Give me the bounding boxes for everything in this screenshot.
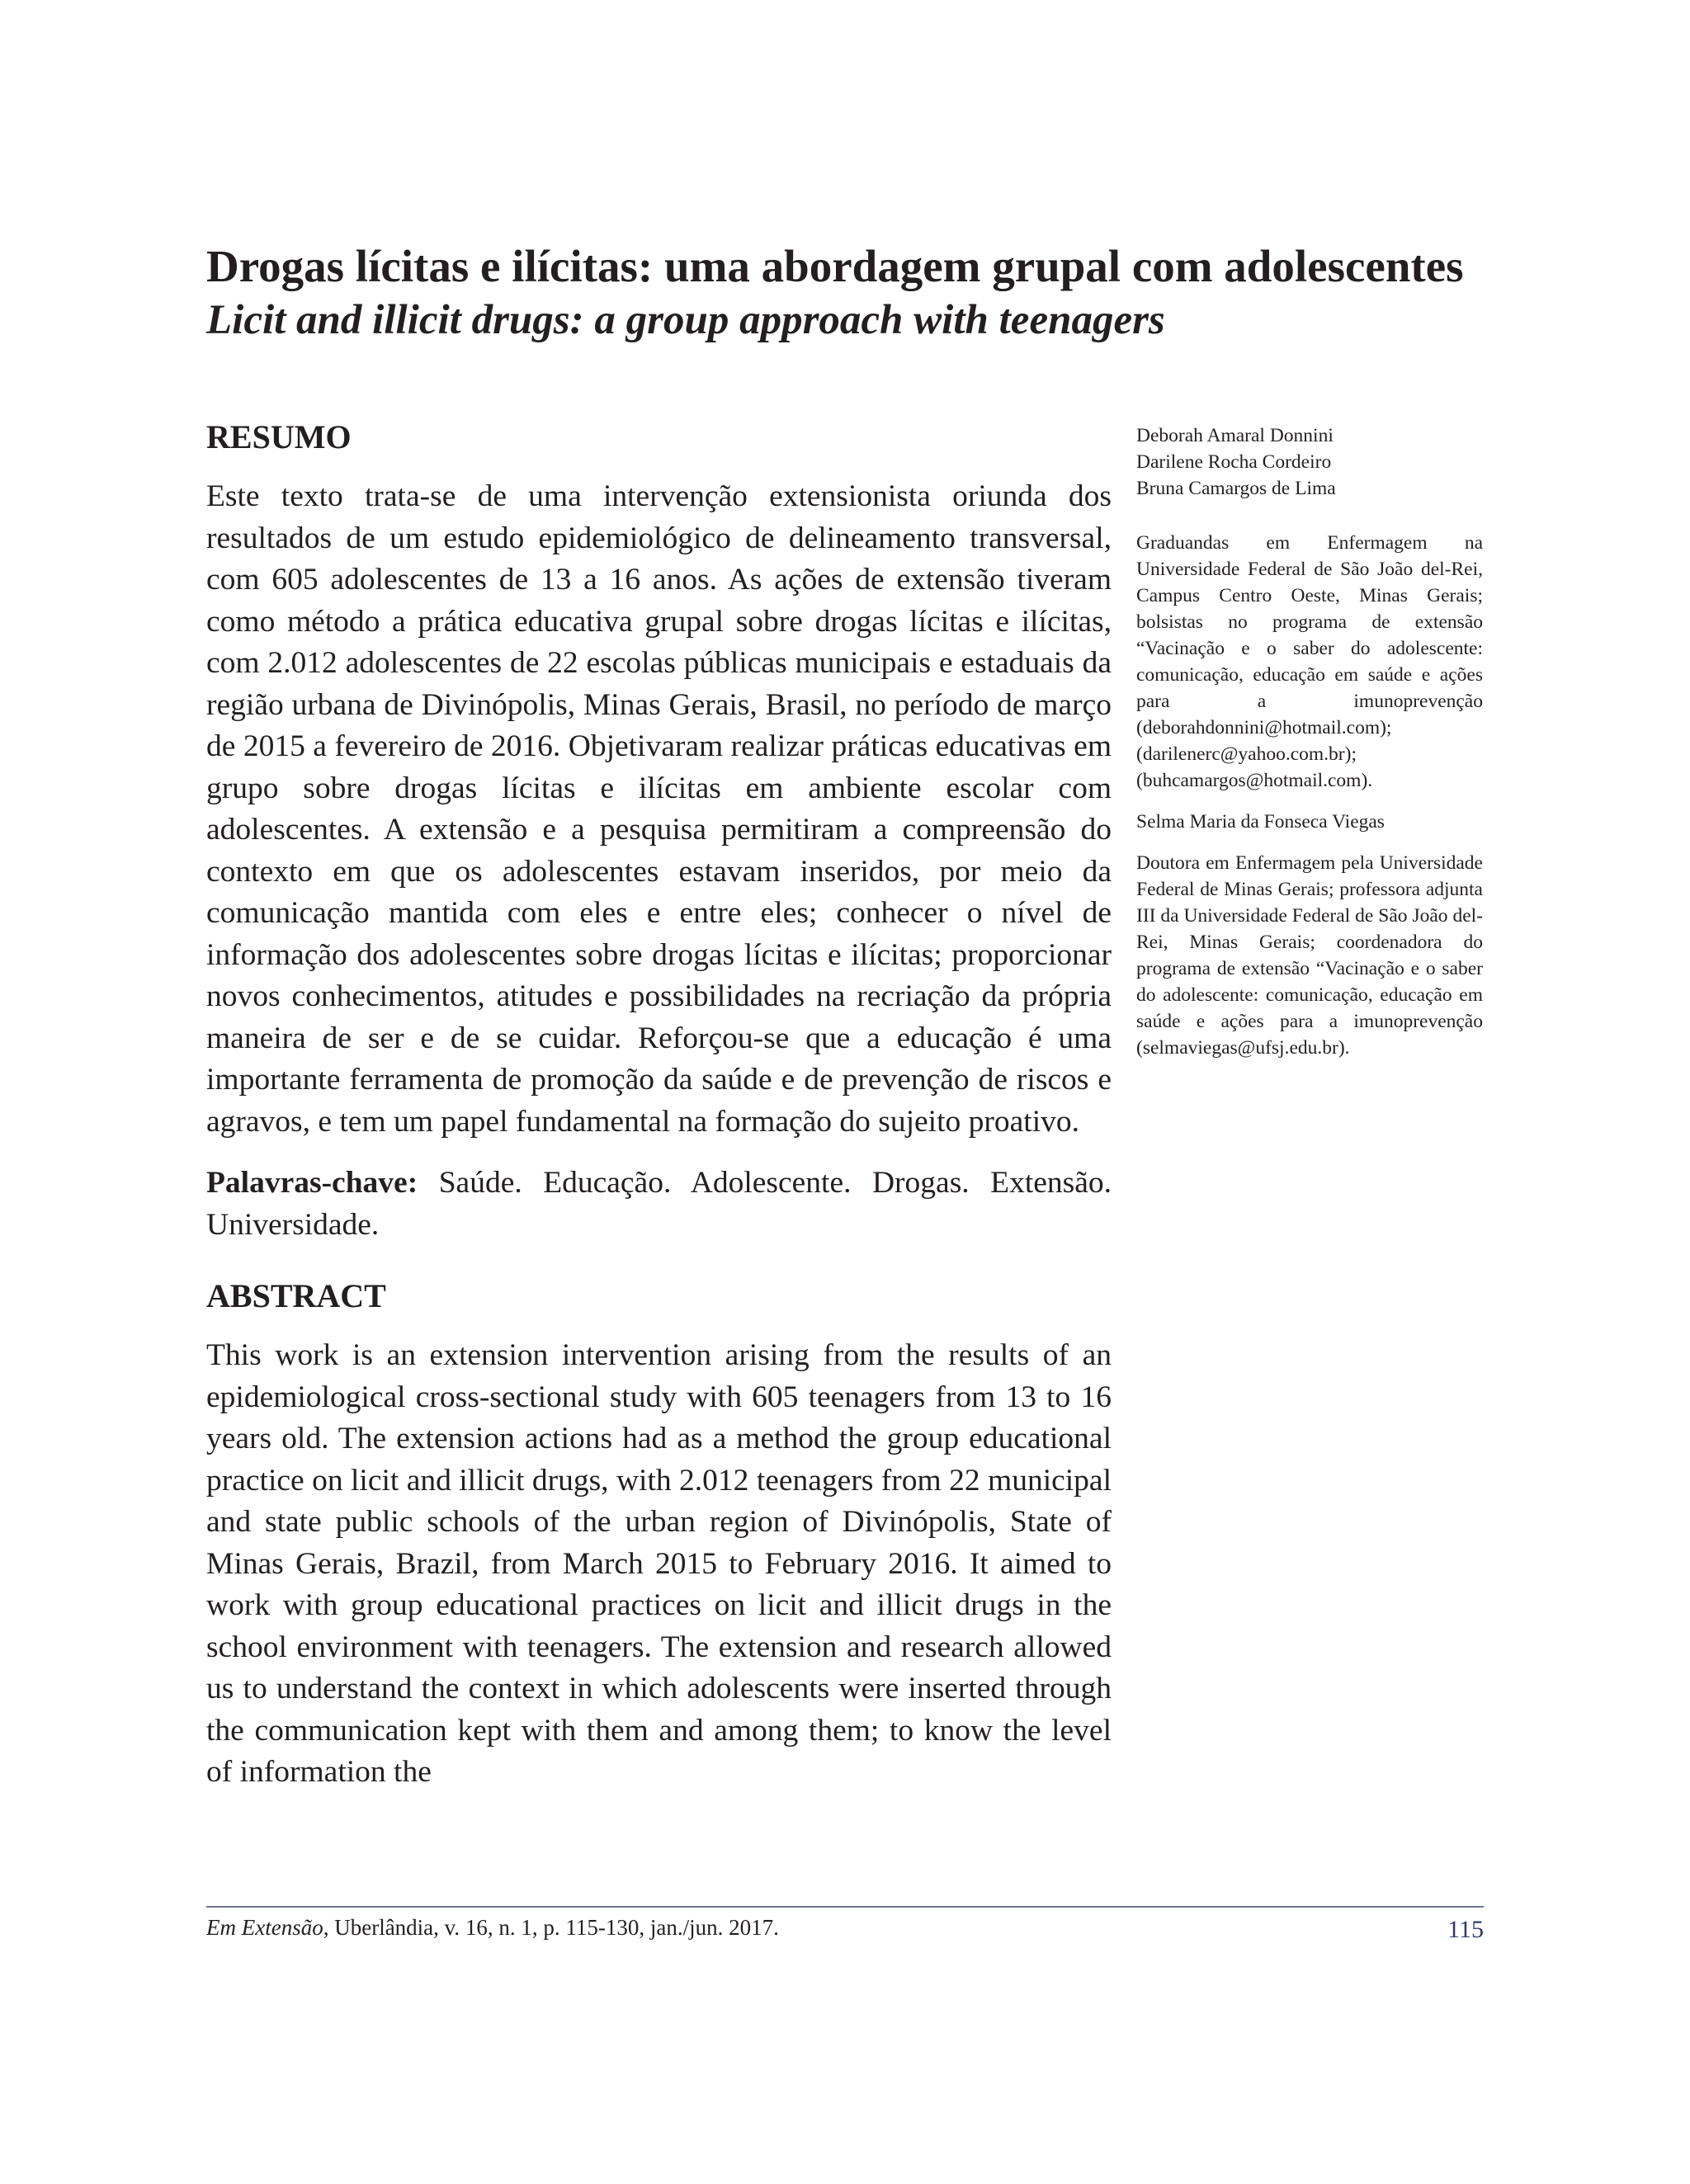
resumo-text: Este texto trata-se de uma intervenção extensionista oriunda dos resultados de um estudo epidemiológico de delineamento transversal, com 605 adolescentes de 13 a 16 anos. As ações de extensão tiveram como método a prática educativa grupal sobre drogas lícitas e ilícitas, com 2.012 adolescentes de 22 escolas públicas municipais e estaduais da região urbana de Divinópolis, Minas Gerais, Brasil, no período de março de 2015 a fevereiro de 2016. Objetivaram realizar práticas educativas em grupo sobre drogas lícitas e ilícitas em ambiente escolar com adolescentes. A extensão e a pesquisa permitiram a compreensão do contexto em que os adolescentes estavam inseridos, por meio da comunicação mantida com eles e entre eles; conhecer o nível de informação dos adolescentes sobre drogas lícitas e ilícitas; proporcionar novos conhecimentos, atitudes e possibilidades na recriação da própria maneira de ser e de se cuidar. Reforçou-se que a educação é uma importante ferramenta de promoção da saúde e de prevenção de riscos e agravos, e tem um papel fundamental na formação do sujeito proativo. <box>206 479 1112 1139</box>
keywords <box>206 1163 1112 1246</box>
author-affiliation-group1: Graduandas em Enfermagem na Universidade Federal de São João del-Rei, Campus Centro Oeste, Minas Gerais; bolsistas no programa de extensão “Vacinação e o saber do adolescente: comunicação, educação em saúde e ações para a imunoprevenção (deborahdonnini@hotmail.com); (darilenerc@yahoo.com.br); (buhcamargos@hotmail.com). <box>1136 532 1483 791</box>
title-block <box>206 239 1494 347</box>
article-title: Drogas lícitas e ilícitas: uma abordagem grupal com adolescentes <box>206 241 1464 291</box>
journal-name: Em Extensão <box>206 1915 323 1940</box>
author-names-group1 <box>1136 422 1483 502</box>
author-name: Darilene Rocha Cordeiro <box>1136 451 1332 473</box>
keywords-label: Palavras-chave <box>206 1166 408 1200</box>
author-name-group2: Selma Maria da Fonseca Viegas <box>1136 811 1385 833</box>
resumo-heading: RESUMO <box>206 418 352 455</box>
page-number: 115 <box>1447 1916 1484 1943</box>
author-name: Bruna Camargos de Lima <box>1136 478 1336 499</box>
abstract-heading: ABSTRACT <box>206 1277 386 1314</box>
main-column <box>206 417 1112 1794</box>
footer-citation <box>206 1913 779 1941</box>
abstract-text: This work is an extension intervention arising from the results of an epidemiological cross-sectional study with 605 teenagers from 13 to 16 years old. The extension actions had as a method the group educational practice on licit and illicit drugs, with 2.012 teenagers from 22 municipal and state public schools of the urban region of Divinópolis, State of Minas Gerais, Brazil, from March 2015 to February 2016. It aimed to work with group educational practices on licit and illicit drugs in the school environment with teenagers. The extension and research allowed us to understand the context in which adolescents were inserted through the communication kept with them and among them; to know the level of information the <box>206 1338 1112 1789</box>
article-title-english: Licit and illicit drugs: a group approach with teenagers <box>206 297 1165 343</box>
citation-details: , Uberlândia, v. 16, n. 1, p. 115-130, jan./jun. 2017. <box>323 1915 779 1940</box>
keywords-separator: : <box>407 1166 418 1200</box>
author-name: Deborah Amaral Donnini <box>1136 425 1334 446</box>
footer-divider <box>206 1906 1484 1908</box>
keywords-text: Saúde. Educação. Adolescente. Drogas. Extensão. Universidade. <box>206 1166 1112 1242</box>
author-sidebar <box>1136 422 1483 1076</box>
author-affiliation-group2: Doutora em Enfermagem pela Universidade Federal de Minas Gerais; professora adjunta III da Universidade Federal de São João del-Rei, Minas Gerais; coordenadora do programa de extensão “Vacinação e o saber do adolescente: comunicação, educação em saúde e ações para a imunoprevenção (selmaviegas@ufsj.edu.br). <box>1136 852 1483 1059</box>
